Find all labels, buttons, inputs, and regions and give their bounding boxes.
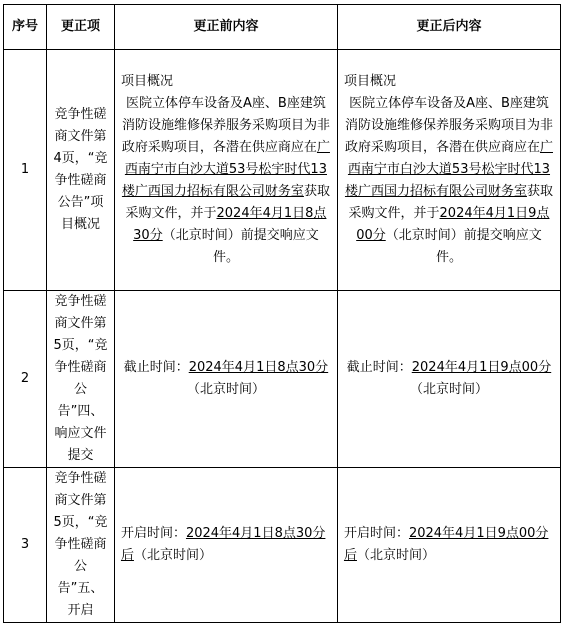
content-after: 截止时间：2024年4月1日9点00分（北京时间） xyxy=(337,291,560,468)
correction-item: 竞争性磋商文件第4页，“竞争性磋商公告”项目概况 xyxy=(47,50,115,291)
correction-item: 竞争性磋商文件第5页，“竞争性磋商公告”四、响应文件提交 xyxy=(47,291,115,468)
content-before xyxy=(114,50,337,291)
content-title: 项目概况 xyxy=(120,74,173,89)
table-row xyxy=(4,291,561,468)
content-body: 医院立体停车设备及A座、B座建筑消防设施维修保养服务采购项目为非政府采购项目，各潜在供应商应在广西南宁市白沙大道53号松宇时代13楼广西国力招标有限公司财务室获取采购文件，并于2024年4月1日9点00分（北京时间）前提交响应文件。 xyxy=(344,96,553,265)
content-body: 医院立体停车设备及A座、B座建筑消防设施维修保养服务采购项目为非政府采购项目，各潜在供应商应在广西南宁市白沙大道53号松宇时代13楼广西国力招标有限公司财务室获取采购文件，并于2024年4月1日8点30分（北京时间）前提交响应文件。 xyxy=(121,96,330,265)
content-before: 开启时间：2024年4月1日8点30分后（北京时间） xyxy=(114,468,337,623)
row-number: 2 xyxy=(4,291,47,468)
header-item: 更正项 xyxy=(47,5,115,50)
table-row xyxy=(4,50,561,291)
correction-table xyxy=(3,4,561,623)
header-no: 序号 xyxy=(4,5,47,50)
content-title: 项目概况 xyxy=(343,74,396,89)
header-after: 更正后内容 xyxy=(337,5,560,50)
content-after xyxy=(337,50,560,291)
content-before: 截止时间：2024年4月1日8点30分（北京时间） xyxy=(114,291,337,468)
correction-item: 竞争性磋商文件第5页，“竞争性磋商公告”五、开启 xyxy=(47,468,115,623)
header-before: 更正前内容 xyxy=(114,5,337,50)
header-row xyxy=(4,5,561,50)
content-after: 开启时间：2024年4月1日9点00分后（北京时间） xyxy=(337,468,560,623)
row-number: 3 xyxy=(4,468,47,623)
row-number: 1 xyxy=(4,50,47,291)
table-row xyxy=(4,468,561,623)
